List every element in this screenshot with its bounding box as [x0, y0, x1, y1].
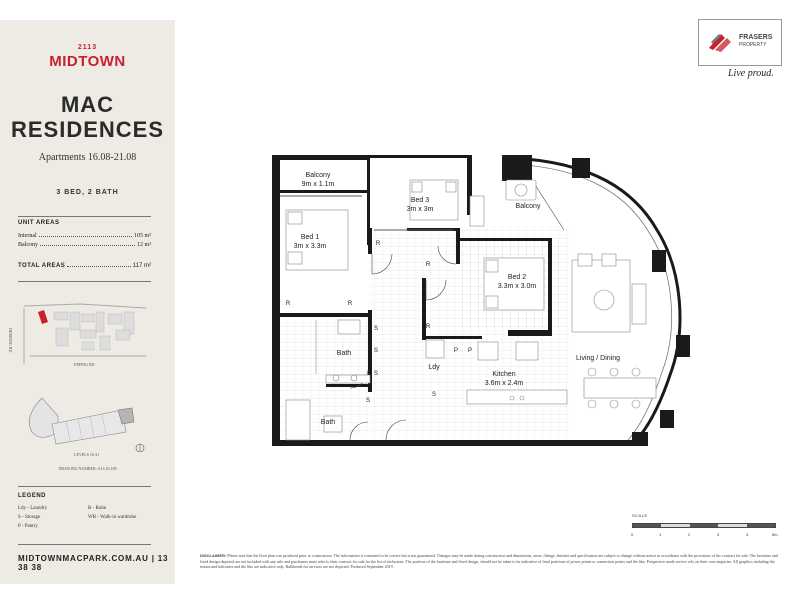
room-bed-2: Bed 2	[507, 274, 527, 281]
scale-number: 2	[688, 532, 691, 537]
legend-item: Ldy - Laundry	[18, 506, 48, 511]
room-bed-2-dim: 3.3m x 3.0m	[497, 283, 537, 290]
scale-segment	[718, 524, 746, 527]
disclaimer	[200, 553, 782, 570]
floor-plan	[262, 150, 702, 455]
legend-item: P - Pantry	[18, 524, 38, 529]
room-living-dining: Living / Dining	[576, 355, 620, 362]
divider	[18, 281, 151, 282]
level-label: LEVELS 16-21	[74, 452, 100, 457]
room-laundry: Ldy	[428, 364, 440, 371]
scale-segment	[661, 524, 689, 527]
room-bed-3: Bed 3	[410, 197, 430, 204]
legend-item: WR - Walk-in wardrobe	[88, 515, 137, 520]
divider	[18, 216, 151, 217]
scale-label: SCALE	[632, 513, 648, 518]
total-area-label: TOTAL AREAS	[18, 263, 66, 269]
internal-area-value: 105 m²	[134, 233, 151, 239]
page-title	[0, 92, 175, 142]
storage-tag: S	[373, 326, 379, 332]
scale-segment	[690, 524, 718, 527]
balcony-area-label: Balcony	[18, 242, 38, 248]
logo-line-1: FRASERS	[739, 34, 773, 41]
scale-segment	[633, 524, 661, 527]
pantry-tag: P	[467, 348, 473, 354]
total-area-row	[18, 263, 151, 269]
room-kitchen: Kitchen	[492, 371, 516, 378]
apartment-range: Apartments 16.08-21.08	[38, 152, 137, 163]
legend-item: S - Storage	[18, 515, 41, 520]
room-bed-1: Bed 1	[300, 234, 320, 241]
bed-bath-config: 3 BED, 2 BATH	[56, 189, 119, 196]
room-kitchen-dim: 3.6m x 2.4m	[484, 380, 524, 387]
balcony-area-value: 12 m²	[137, 242, 151, 248]
room-bed-3-dim: 3m x 3m	[406, 206, 434, 213]
robe-tag: R	[347, 301, 353, 307]
info-panel	[0, 20, 175, 584]
disclaimer-text: Please note that the floor plan was produced prior to construction. The information it contained to be correct but is not guaranteed. Changes may be made during construction and dimensions, areas, fittings, finishes and specification are subject to change without notice in accordance with the provisions of the contract for sale. The furniture and fixed design depicted are not included with any sale and purchasers must refer to their contract for sale for the list of inclusions. The position of the furniture and fixed design, should not be taken to be indicative of final positions of power points or connection points and the like. Perspective made service rely on their own enquiries. All graphics including the terrain and balconies and the like are indicative only. Bulkheads for services are not depicted. Produced September 2019.	[200, 553, 778, 569]
level-key-plan	[22, 392, 152, 452]
scale-number: 5m	[772, 532, 778, 537]
scale-number: 4	[746, 532, 749, 537]
brand-logo-text: MIDTOWN	[49, 53, 126, 70]
scale-number: 1	[659, 532, 662, 537]
leader-dots	[67, 263, 130, 267]
street-label-bottom: EPPING RD	[74, 362, 95, 367]
internal-area-label: Internal	[18, 233, 37, 239]
storage-tag: S	[365, 398, 371, 404]
room-balcony-2: Balcony	[515, 203, 541, 210]
unit-areas-heading: UNIT AREAS	[18, 220, 60, 226]
room-bath-2: Bath	[320, 419, 336, 426]
website-phone[interactable]: MIDTOWNMACPARK.COM.AU | 13 38 38	[18, 554, 169, 572]
scale-segment	[747, 524, 775, 527]
scale-bar	[632, 523, 776, 528]
title-line-1: MAC	[60, 92, 115, 117]
legend-item: B - Robe	[88, 506, 107, 511]
divider	[18, 486, 151, 487]
storage-tag: S	[431, 392, 437, 398]
robe-tag: R	[285, 301, 291, 307]
title-line-2: RESIDENCES	[10, 117, 165, 142]
frasers-logo	[698, 19, 782, 66]
divider	[18, 544, 151, 545]
storage-tag: S	[373, 348, 379, 354]
disclaimer-heading: DISCLAIMER:	[200, 553, 227, 558]
storage-tag: S	[373, 371, 379, 377]
room-bath-1: Bath	[336, 350, 352, 357]
scale-number: 3	[717, 532, 720, 537]
drawing-number: DRAWING NUMBER: A13.16.108	[58, 466, 117, 471]
robe-tag: R	[425, 262, 431, 268]
street-label-left: HERRING RD	[8, 328, 13, 353]
logo-line-2: PROPERTY	[739, 42, 767, 48]
pantry-tag: P	[453, 348, 459, 354]
robe-tag: R	[375, 241, 381, 247]
room-balcony-1-dim: 9m x 1.1m	[301, 181, 335, 188]
brand-number: 2113	[77, 44, 98, 51]
frasers-logo-mark	[707, 30, 737, 54]
internal-area-row	[18, 233, 151, 239]
balcony-area-row	[18, 242, 151, 248]
tagline: Live proud.	[728, 68, 774, 79]
leader-dots	[40, 242, 135, 246]
scale-number: 0	[631, 532, 634, 537]
legend-heading: LEGEND	[18, 493, 47, 499]
leader-dots	[39, 233, 132, 237]
total-area-value: 117 m²	[132, 263, 151, 269]
room-bed-1-dim: 3m x 3.3m	[293, 243, 327, 250]
robe-tag: R	[425, 324, 431, 330]
room-balcony-1: Balcony	[305, 172, 331, 179]
